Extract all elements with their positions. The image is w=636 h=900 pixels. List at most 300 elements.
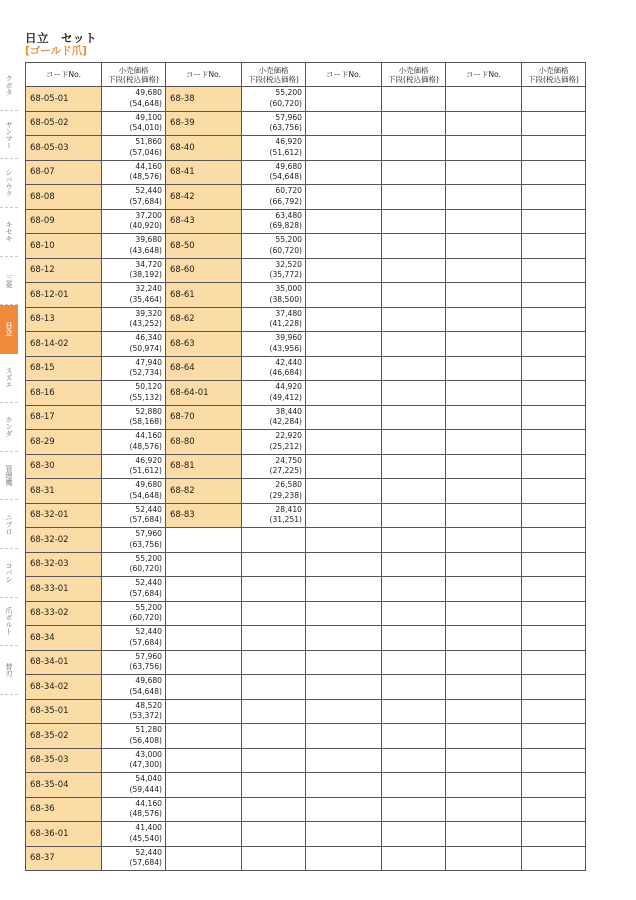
side-tab[interactable] [0,62,18,111]
tax-included-price: (41,228) [269,319,302,329]
price-cell [242,479,306,504]
side-tab[interactable] [0,452,18,501]
tax-included-price: (48,576) [129,172,162,182]
tax-included-price: (53,372) [129,711,162,721]
price-cell [242,381,306,406]
code-cell: 68-38 [166,87,242,112]
retail-price: 24,750 [275,455,302,465]
retail-price: 57,960 [135,529,162,539]
code-cell: 68-31 [26,479,102,504]
code-cell [446,577,522,602]
price-cell [242,87,306,112]
price-cell [242,136,306,161]
code-cell [306,797,382,822]
retail-price: 54,040 [135,774,162,784]
code-cell: 68-32-02 [26,528,102,553]
code-cell: 68-14-02 [26,332,102,357]
table-row [26,405,586,430]
table-row [26,797,586,822]
retail-price: 55,200 [275,235,302,245]
code-cell [306,405,382,430]
code-cell [446,479,522,504]
price-cell [102,258,166,283]
price-header-line2: 下段(税込価格) [388,74,439,84]
code-cell [446,87,522,112]
price-cell [522,626,586,651]
price-cell [102,699,166,724]
price-cell [382,503,446,528]
code-cell [446,797,522,822]
code-cell: 68-63 [166,332,242,357]
tax-included-price: (51,612) [129,466,162,476]
code-cell: 68-64 [166,356,242,381]
table-row [26,356,586,381]
tax-included-price: (38,192) [129,270,162,280]
code-cell [446,626,522,651]
price-cell [242,307,306,332]
tax-included-price: (52,734) [129,368,162,378]
code-cell [306,234,382,259]
side-tab-label: ニプロ [5,513,13,535]
price-cell [522,846,586,871]
price-cell [102,160,166,185]
code-header: コードNo. [166,63,242,87]
tax-included-price: (43,252) [129,319,162,329]
code-cell [166,822,242,847]
table-row [26,454,586,479]
code-cell [446,503,522,528]
price-cell [242,503,306,528]
price-cell [522,699,586,724]
price-cell [382,650,446,675]
price-cell [242,650,306,675]
tax-included-price: (69,828) [269,221,302,231]
code-cell [446,356,522,381]
price-cell [522,234,586,259]
code-header: コードNo. [26,63,102,87]
price-cell [102,111,166,136]
table-row [26,846,586,871]
tax-included-price: (31,251) [269,515,302,525]
price-cell [242,234,306,259]
code-cell [306,283,382,308]
tax-included-price: (50,974) [129,343,162,353]
price-cell [242,405,306,430]
code-cell: 68-12-01 [26,283,102,308]
code-cell [166,675,242,700]
retail-price: 32,520 [275,259,302,269]
table-row [26,87,586,112]
page-subtitle: [ゴールド爪] [25,45,87,57]
price-cell [522,136,586,161]
tax-included-price: (45,540) [129,833,162,843]
retail-price: 55,200 [275,88,302,98]
side-tab-label: 三菱 [5,273,13,288]
price-cell [102,356,166,381]
side-tab[interactable] [0,598,18,647]
price-cell [382,258,446,283]
tax-included-price: (54,648) [129,98,162,108]
price-cell [242,209,306,234]
price-cell [522,356,586,381]
price-cell [382,675,446,700]
price-cell [522,454,586,479]
code-cell: 68-32-01 [26,503,102,528]
code-cell [446,552,522,577]
code-cell: 68-15 [26,356,102,381]
table-row [26,748,586,773]
code-cell: 68-34 [26,626,102,651]
page-title: 日立 セット [25,31,97,45]
code-cell [306,87,382,112]
price-cell [102,650,166,675]
code-cell [446,136,522,161]
price-cell [102,503,166,528]
price-header-line2: 下段(税込価格) [528,74,579,84]
code-cell [306,577,382,602]
code-cell: 68-37 [26,846,102,871]
code-cell [306,626,382,651]
code-cell: 68-05-02 [26,111,102,136]
retail-price: 52,440 [135,504,162,514]
price-cell [382,846,446,871]
side-tab[interactable] [0,111,18,160]
code-cell: 68-07 [26,160,102,185]
code-cell [446,405,522,430]
price-cell [242,430,306,455]
code-cell [306,846,382,871]
price-cell [522,773,586,798]
code-cell [166,724,242,749]
code-cell: 68-29 [26,430,102,455]
price-cell [382,577,446,602]
table-header-row [26,63,586,87]
code-cell: 68-32-03 [26,552,102,577]
price-cell [382,381,446,406]
code-cell: 68-70 [166,405,242,430]
table-row [26,675,586,700]
price-cell [242,675,306,700]
side-tab-label: スズエ [5,367,13,389]
tax-included-price: (60,720) [269,98,302,108]
table-row [26,577,586,602]
code-cell [446,846,522,871]
price-cell [242,454,306,479]
tax-included-price: (38,500) [269,294,302,304]
table-row [26,430,586,455]
table-row [26,528,586,553]
price-cell [522,822,586,847]
side-tab[interactable] [0,646,18,695]
tax-included-price: (48,576) [129,441,162,451]
retail-price: 49,680 [275,161,302,171]
code-cell: 68-33-02 [26,601,102,626]
code-cell: 68-10 [26,234,102,259]
table-row [26,332,586,357]
tax-included-price: (57,684) [129,858,162,868]
price-cell [522,332,586,357]
code-cell [446,185,522,210]
retail-price: 44,160 [135,161,162,171]
code-cell: 68-35-01 [26,699,102,724]
tax-included-price: (35,772) [269,270,302,280]
price-cell [102,528,166,553]
tax-included-price: (54,648) [129,686,162,696]
code-cell: 68-05-01 [26,87,102,112]
retail-price: 46,340 [135,333,162,343]
retail-price: 49,100 [135,112,162,122]
price-cell [102,405,166,430]
code-cell: 68-64-01 [166,381,242,406]
code-cell [446,601,522,626]
side-tab-label: 日立 [5,322,13,337]
price-cell [102,209,166,234]
price-cell [102,748,166,773]
code-cell: 68-41 [166,160,242,185]
table-row [26,283,586,308]
code-cell [306,454,382,479]
code-cell [306,381,382,406]
side-tab-label: ホンダ [5,416,13,438]
code-cell: 68-13 [26,307,102,332]
price-cell [102,675,166,700]
price-cell [522,111,586,136]
tax-included-price: (63,756) [129,539,162,549]
price-cell [102,846,166,871]
code-cell: 68-35-02 [26,724,102,749]
code-cell: 68-34-01 [26,650,102,675]
side-tab[interactable] [0,403,18,452]
side-tab[interactable] [0,305,18,354]
code-cell [166,699,242,724]
code-cell [166,528,242,553]
price-cell [522,307,586,332]
retail-price: 49,680 [135,88,162,98]
price-cell [382,283,446,308]
tax-included-price: (57,684) [129,515,162,525]
retail-price: 52,440 [135,627,162,637]
tax-included-price: (58,168) [129,417,162,427]
retail-price: 38,440 [275,406,302,416]
price-cell [382,822,446,847]
table-row [26,724,586,749]
code-cell: 68-43 [166,209,242,234]
code-cell: 68-05-03 [26,136,102,161]
retail-price: 57,960 [135,651,162,661]
code-cell: 68-12 [26,258,102,283]
code-cell [306,699,382,724]
tax-included-price: (54,648) [269,172,302,182]
side-tab-label: 爪ボルト [5,607,13,636]
price-cell [242,601,306,626]
retail-price: 44,160 [135,431,162,441]
table-row [26,209,586,234]
price-cell [382,479,446,504]
tax-included-price: (25,212) [269,441,302,451]
tax-included-price: (54,010) [129,123,162,133]
price-header [242,63,306,87]
price-cell [382,185,446,210]
price-cell [242,356,306,381]
side-tab-label: 管理機 [5,464,13,486]
code-cell [306,601,382,626]
price-cell [522,185,586,210]
code-cell [446,430,522,455]
tax-included-price: (59,444) [129,784,162,794]
retail-price: 41,400 [135,823,162,833]
code-cell [166,626,242,651]
price-cell [242,699,306,724]
price-cell [382,111,446,136]
code-cell [306,773,382,798]
price-cell [102,283,166,308]
price-cell [522,552,586,577]
price-cell [102,454,166,479]
side-tab[interactable] [0,208,18,257]
price-cell [522,577,586,602]
code-cell [446,748,522,773]
price-cell [242,846,306,871]
code-cell [306,748,382,773]
code-cell [306,503,382,528]
price-cell [242,724,306,749]
price-cell [242,748,306,773]
price-cell [102,724,166,749]
table-row [26,699,586,724]
retail-price: 57,960 [275,112,302,122]
code-cell [166,577,242,602]
side-tabs [0,62,18,695]
code-cell [446,307,522,332]
table-row [26,479,586,504]
code-cell [306,552,382,577]
side-tab[interactable] [0,354,18,403]
tax-included-price: (66,792) [269,196,302,206]
code-cell [446,724,522,749]
price-header-line2: 下段(税込価格) [108,74,159,84]
code-cell [446,528,522,553]
code-cell [166,797,242,822]
retail-price: 39,680 [135,235,162,245]
tax-included-price: (60,720) [129,613,162,623]
price-cell [242,577,306,602]
retail-price: 55,200 [135,602,162,612]
price-cell [242,797,306,822]
code-cell [166,748,242,773]
code-cell [306,332,382,357]
code-cell [446,675,522,700]
price-cell [102,381,166,406]
price-header [382,63,446,87]
code-cell [306,258,382,283]
price-cell [382,160,446,185]
price-cell [522,209,586,234]
price-cell [102,430,166,455]
price-cell [382,356,446,381]
table-row [26,626,586,651]
retail-price: 51,860 [135,137,162,147]
price-cell [102,552,166,577]
price-cell [242,528,306,553]
table-row [26,552,586,577]
code-cell: 68-33-01 [26,577,102,602]
price-cell [102,773,166,798]
code-cell: 68-17 [26,405,102,430]
tax-included-price: (57,684) [129,637,162,647]
retail-price: 52,440 [135,847,162,857]
price-cell [102,136,166,161]
tax-included-price: (60,720) [129,564,162,574]
tax-included-price: (57,046) [129,147,162,157]
price-cell [382,234,446,259]
tax-included-price: (48,576) [129,809,162,819]
price-cell [382,528,446,553]
price-cell [522,405,586,430]
side-tab-label: シバウラ [5,169,13,198]
table-row [26,307,586,332]
table-row [26,601,586,626]
code-cell: 68-83 [166,503,242,528]
retail-price: 52,440 [135,186,162,196]
price-cell [242,111,306,136]
retail-price: 51,280 [135,725,162,735]
side-tab[interactable] [0,159,18,208]
price-cell [382,430,446,455]
retail-price: 60,720 [275,186,302,196]
side-tab[interactable] [0,257,18,306]
tax-included-price: (29,238) [269,490,302,500]
price-cell [102,797,166,822]
price-cell [382,87,446,112]
retail-price: 37,480 [275,308,302,318]
retail-price: 35,000 [275,284,302,294]
tax-included-price: (49,412) [269,392,302,402]
code-cell [306,479,382,504]
price-cell [242,552,306,577]
table-row [26,650,586,675]
code-cell [306,185,382,210]
code-cell [306,160,382,185]
table-row [26,503,586,528]
price-cell [382,626,446,651]
price-cell [382,748,446,773]
price-cell [522,675,586,700]
price-cell [242,773,306,798]
price-cell [382,209,446,234]
code-cell [306,675,382,700]
tax-included-price: (56,408) [129,735,162,745]
code-cell [306,430,382,455]
price-header-line1: 小売価格 [538,65,569,75]
code-cell: 68-36 [26,797,102,822]
tax-included-price: (63,756) [269,123,302,133]
side-tab[interactable] [0,500,18,549]
price-cell [522,381,586,406]
price-cell [382,797,446,822]
tax-included-price: (51,612) [269,147,302,157]
retail-price: 44,920 [275,382,302,392]
price-cell [522,430,586,455]
price-cell [382,601,446,626]
table-row [26,136,586,161]
retail-price: 43,000 [135,749,162,759]
code-cell: 68-30 [26,454,102,479]
retail-price: 47,940 [135,357,162,367]
tax-included-price: (57,684) [129,196,162,206]
price-cell [522,748,586,773]
side-tab[interactable] [0,549,18,598]
code-cell [306,724,382,749]
